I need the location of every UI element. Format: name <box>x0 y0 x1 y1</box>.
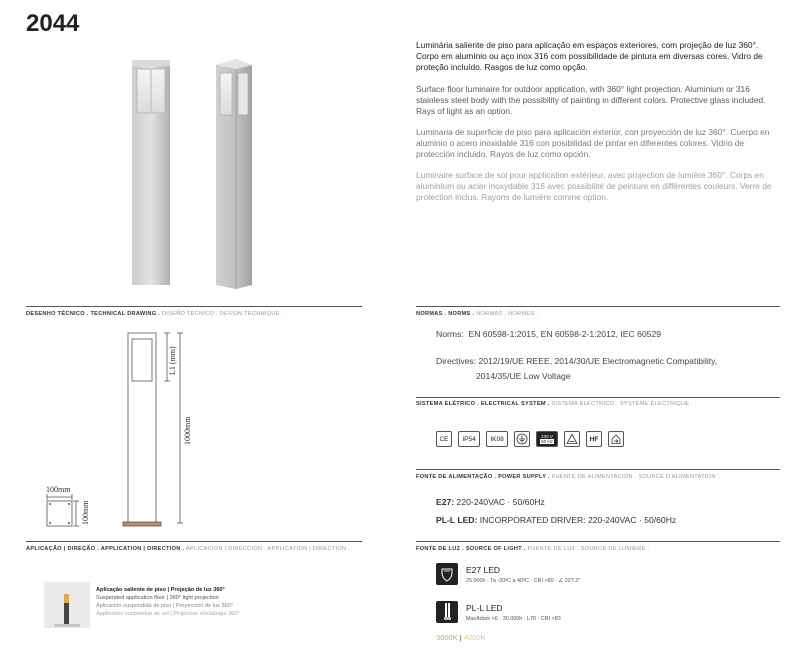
house-arrow-icon <box>608 431 624 447</box>
power-supply-e27: E27: 220-240VAC · 50/60Hz <box>436 497 545 507</box>
section-label-norms: NORMAS . NORMS . NORMAS . NORMES . <box>416 311 539 317</box>
ik-rating-icon: IK08 <box>486 431 508 447</box>
color-temperatures <box>436 633 486 642</box>
divider <box>416 306 780 307</box>
ce-icon: CE <box>436 431 452 447</box>
application-icon <box>44 582 90 628</box>
application-text-fr: Application suspendue de sol | Projection d'éclairage 360° <box>96 611 240 617</box>
divider <box>416 397 780 398</box>
directives-line: Directives: 2012/19/UE REEE, 2014/30/UE Electromagnetic Compatibility, <box>436 356 718 366</box>
glow-wire-icon <box>564 431 580 447</box>
divider <box>26 541 362 542</box>
description-fr: Luminaire surface de sol pour application extérieur, avec projection de lumière 360°. Corps en aluminium ou acier inoxydable 316 avec possibilité de peinture en différentes couleurs. Verre de protection inclus. Rayons de lumière comme option. <box>416 170 772 202</box>
light-source-detail: MacAdam <6 · 30.000h · L70 · CRI >83 <box>466 616 561 622</box>
dim-base-height: 100mm <box>81 500 90 525</box>
bollard-angled-view <box>216 59 252 289</box>
light-source-detail: 25.000h · Ta -20ºC a 40ºC · CRI >80 · ∠ 227.2° <box>466 578 581 584</box>
color-temp-neutral: 4000K <box>463 633 486 642</box>
section-label-power-supply: FONTE DE ALIMENTAÇÃO . POWER SUPPLY . FUENTE DE ALIMENTACIÓN . SOURCE D'ALIMENTATION . <box>416 474 720 480</box>
application-text-en: Suspended application floor | 360° light projection <box>96 595 219 601</box>
bollard-front-view <box>132 60 170 285</box>
section-label-light-source: FONTE DE LUZ . SOURCE OF LIGHT . FUENTE DE LUZ . SOURCE DE LUMIÈRE . <box>416 546 650 552</box>
earth-ground-icon <box>514 431 530 447</box>
divider <box>416 541 780 542</box>
power-supply-pll: PL-L LED: INCORPORATED DRIVER: 220-240VAC · 50/60Hz <box>436 515 677 525</box>
ip-rating-icon: IP54 <box>458 431 480 447</box>
description-es: Luminaria de superficie de piso para aplicación exterior, con proyección de luz 360°. Cuerpo en aluminio o acero inoxidable 316 con posibilidad de pintar en diferentes colores. Vidrio de protección incluido. Rayos de luz como opción. <box>416 127 770 159</box>
light-source-name: PL-L LED <box>466 603 503 613</box>
color-temp-separator: | <box>459 633 462 642</box>
dim-l1: L1 (mm) <box>168 346 177 375</box>
description-en: Surface floor luminaire for outdoor application, with 360° light projection. Aluminium or 316 stainless steel body with the possibility of painting in different colors. Protective glass included. Rays of light as an option. <box>416 84 766 116</box>
dim-base-width: 100mm <box>46 485 71 494</box>
divider <box>416 469 780 470</box>
divider <box>26 306 362 307</box>
section-label-electrical-system: SISTEMA ELÉTRICO . ELECTRICAL SYSTEM . SISTEMA ELÉCTRICO . SYSTÈME ÉLECTRIQUE . <box>416 401 694 407</box>
pll-lamp-icon <box>436 601 458 623</box>
norms-line: Norms: EN 60598-1:2015, EN 60598-2-1:2012, IEC 60529 <box>436 329 662 339</box>
directives-line-2: 2014/35/UE Low Voltage <box>476 371 571 381</box>
section-label-technical-drawing: DESENHO TÉCNICO . TECHNICAL DRAWING . DISEÑO TÉCNICO . DESSIN TECHNIQUE . <box>26 311 284 317</box>
light-source-name: E27 LED <box>466 565 501 575</box>
section-label-application: APLICAÇÃO | DIREÇÃO . APPLICATION | DIRECTION . APLICACIÓN | DIRECCIÓN . APPLICATION | DIRECTION . <box>26 546 351 552</box>
certification-icons <box>436 431 624 447</box>
product-photo <box>120 55 270 290</box>
application-text-es: Aplicación suspendida de piso | Proyección de luz 360° <box>96 603 234 609</box>
technical-drawing <box>30 325 230 535</box>
application-text-pt: Aplicação saliente de piso | Projeção de luz 360° <box>96 587 225 593</box>
bulb-icon <box>436 563 458 585</box>
color-temp-warm: 3000K <box>436 633 458 642</box>
hf-icon: HF <box>586 431 602 447</box>
dim-height: 1000mm <box>183 416 192 445</box>
description-pt: Luminária saliente de piso para aplicação em espaços exteriores, com projeção de luz 360°. Corpo em alumínio ou aço inox 316 com possibilidade de pintura em diversas cores. Vidro de proteção incluído. Rasgos de luz como opção. <box>416 40 763 72</box>
product-code: 2044 <box>26 10 80 37</box>
voltage-icon: 230 V 50 Hz <box>536 431 558 447</box>
